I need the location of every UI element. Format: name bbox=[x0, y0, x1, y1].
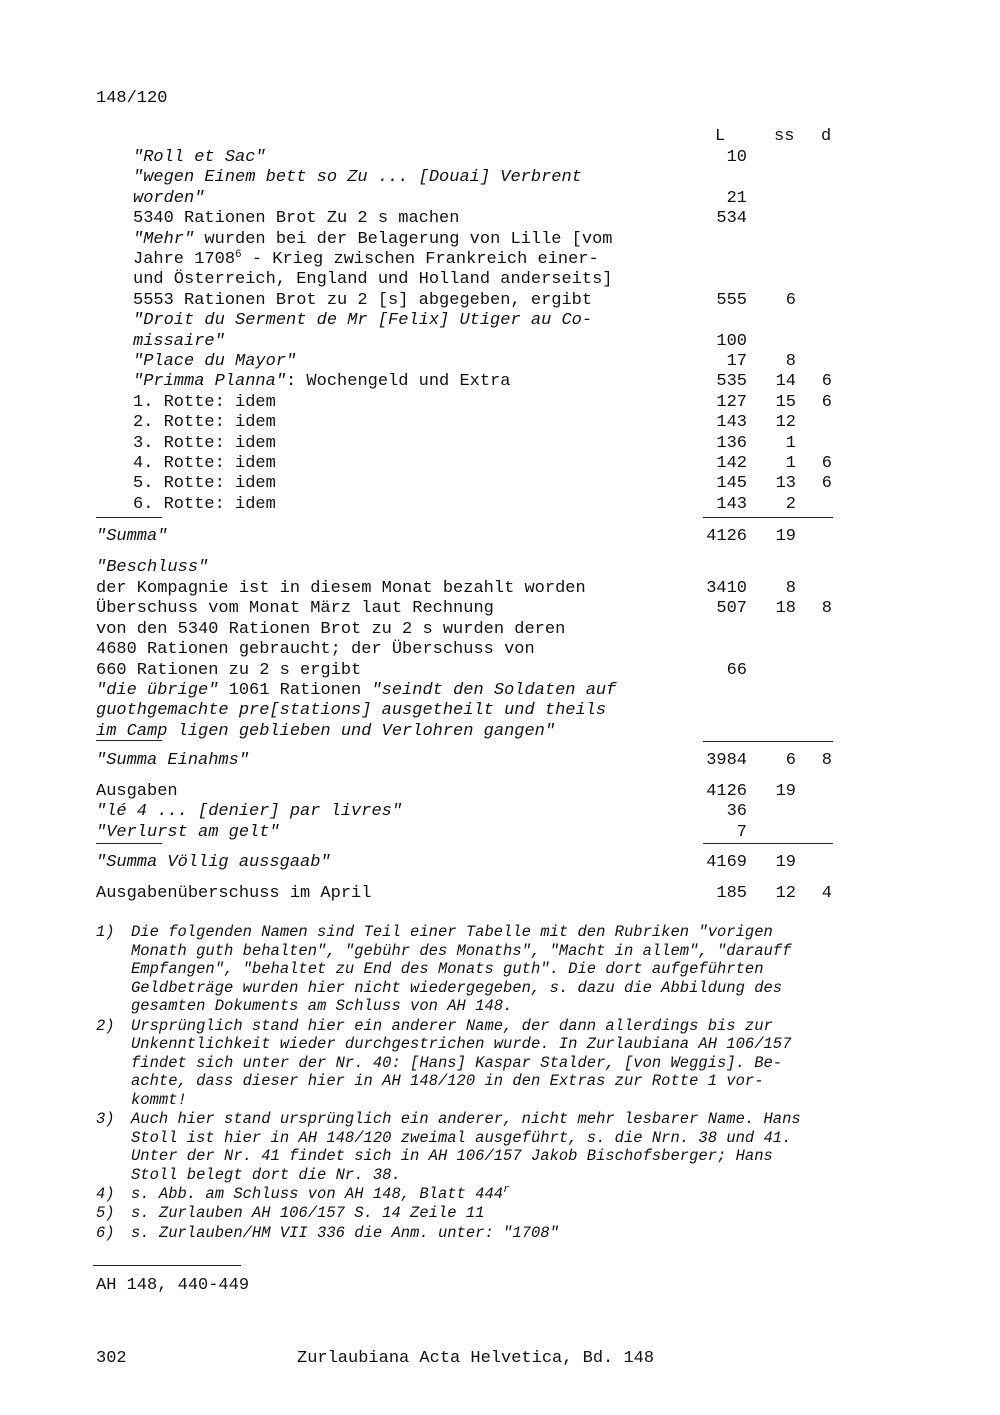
amount-deniers: 8 bbox=[821, 599, 832, 619]
amount-sols: 14 bbox=[775, 372, 796, 392]
amount-livres: 4169 bbox=[706, 853, 747, 872]
ledger-row: 5340 Rationen Brot Zu 2 s machen bbox=[133, 209, 460, 229]
beschluss-heading: "Beschluss" bbox=[96, 558, 209, 577]
separator-rule bbox=[96, 517, 162, 518]
amount-livres: 535 bbox=[716, 372, 747, 392]
footer-title: Zurlaubiana Acta Helvetica, Bd. 148 bbox=[297, 1349, 655, 1368]
separator-rule bbox=[96, 843, 162, 844]
amount-livres: 17 bbox=[726, 352, 747, 371]
amount-livres: 143 bbox=[716, 413, 747, 433]
footnote-line: Monath guth behalten", "gebühr des Monaths", "Macht in allem", "darauff bbox=[131, 941, 792, 960]
ledger-row: "Roll et Sac" bbox=[133, 148, 266, 167]
footnote-line: Geldbeträge wurden hier nicht wiedergegeben, s. dazu die Abbildung des bbox=[131, 978, 783, 997]
footnote-line: s. Abb. am Schluss von AH 148, Blatt 444$^r$ bbox=[131, 1184, 510, 1204]
ledger-row: "Mehr" wurden bei der Belagerung von Lille [vom bbox=[133, 229, 613, 249]
amount-livres: 7 bbox=[736, 822, 747, 842]
ledger-row: Jahre 1708$^6$ - Krieg zwischen Frankreich einer- bbox=[133, 249, 599, 269]
amount-sols: 8 bbox=[785, 579, 796, 598]
page-reference: 148/120 bbox=[96, 89, 168, 108]
footnote-number: 5) bbox=[96, 1204, 115, 1223]
footnote-line: Unkenntlichkeit wieder durchgestrichen wurde. In Zurlaubiana AH 106/157 bbox=[131, 1035, 792, 1054]
beschluss-row: Überschuss vom Monat März laut Rechnung bbox=[96, 599, 494, 619]
footnote-number: 4) bbox=[96, 1185, 115, 1204]
amount-livres: 185 bbox=[716, 884, 747, 903]
footnote-line: s. Zurlauben/HM VII 336 die Anm. unter: "1708" bbox=[131, 1223, 559, 1242]
ledger-row: worden" bbox=[133, 188, 205, 208]
amount-deniers: 6 bbox=[821, 372, 832, 392]
amount-livres: 100 bbox=[716, 331, 747, 351]
ausgaben-row: Ausgaben bbox=[96, 782, 178, 801]
ledger-row: "Droit du Serment de Mr [Felix] Utiger au Co- bbox=[133, 311, 593, 331]
footnote-line: findet sich unter der Nr. 40: [Hans] Kaspar Stalder, [von Weggis]. Be- bbox=[131, 1053, 783, 1072]
beschluss-row: "die übrige" 1061 Rationen "seindt den Soldaten auf bbox=[96, 681, 617, 700]
separator-rule bbox=[703, 843, 833, 844]
amount-deniers: 6 bbox=[821, 454, 832, 473]
total-label: "Summa Völlig aussgaab" bbox=[96, 853, 331, 872]
amount-sols: 13 bbox=[775, 474, 796, 494]
source-reference: AH 148, 440-449 bbox=[96, 1276, 250, 1295]
amount-sols: 12 bbox=[775, 884, 796, 903]
footnote-line: Empfangen", "behaltet zu End des Monats guth". Die dort aufgeführten bbox=[131, 960, 764, 979]
beschluss-row: 660 Rationen zu 2 s ergibt bbox=[96, 660, 362, 680]
footnote-number: 3) bbox=[96, 1110, 115, 1129]
ledger-row: missaire" bbox=[133, 331, 225, 351]
footnote-number: 6) bbox=[96, 1223, 115, 1242]
amount-sols: 19 bbox=[775, 782, 796, 801]
footnote-rule bbox=[93, 1265, 241, 1266]
column-header-ss: ss bbox=[774, 127, 795, 146]
ledger-row: 5. Rotte: idem bbox=[133, 474, 276, 494]
column-header-l: L bbox=[715, 127, 726, 146]
amount-sols: 8 bbox=[785, 352, 796, 371]
amount-sols: 19 bbox=[775, 853, 796, 872]
ausgaben-row: "Verlurst am gelt" bbox=[96, 822, 280, 842]
ledger-row: 6. Rotte: idem bbox=[133, 494, 276, 514]
total-label: "Summa" bbox=[96, 527, 168, 546]
footnote-number: 2) bbox=[96, 1016, 115, 1035]
ledger-row: und Österreich, England und Holland anderseits] bbox=[133, 270, 613, 290]
beschluss-row: von den 5340 Rationen Brot zu 2 s wurden deren bbox=[96, 619, 566, 639]
amount-sols: 19 bbox=[775, 527, 796, 546]
amount-livres: 21 bbox=[726, 188, 747, 208]
footnote-line: Ursprünglich stand hier ein anderer Name, der dann allerdings bis zur bbox=[131, 1016, 773, 1035]
amount-livres: 66 bbox=[726, 660, 747, 680]
ledger-row: 3. Rotte: idem bbox=[133, 433, 276, 453]
beschluss-row: guothgemachte pre[stations] ausgetheilt und theils bbox=[96, 701, 607, 721]
amount-sols: 15 bbox=[775, 392, 796, 412]
amount-livres: 10 bbox=[726, 148, 747, 167]
total-label: "Summa Einahms" bbox=[96, 751, 250, 770]
amount-sols: 1 bbox=[785, 454, 796, 473]
amount-sols: 18 bbox=[775, 599, 796, 619]
amount-livres: 145 bbox=[716, 474, 747, 494]
separator-rule bbox=[703, 741, 833, 742]
amount-livres: 507 bbox=[716, 599, 747, 619]
beschluss-row: der Kompagnie ist in diesem Monat bezahlt worden bbox=[96, 579, 586, 598]
amount-sols: 6 bbox=[785, 290, 796, 310]
ledger-row: "Primma Planna": Wochengeld und Extra bbox=[133, 372, 511, 392]
footnote-line: s. Zurlauben AH 106/157 S. 14 Zeile 11 bbox=[131, 1204, 485, 1223]
amount-deniers: 8 bbox=[821, 751, 832, 770]
amount-livres: 143 bbox=[716, 494, 747, 514]
footnote-line: achte, dass dieser hier in AH 148/120 in den Extras zur Rotte 1 vor- bbox=[131, 1072, 764, 1091]
ledger-row: 5553 Rationen Brot zu 2 [s] abgegeben, ergibt bbox=[133, 290, 593, 310]
separator-rule bbox=[703, 517, 833, 518]
amount-deniers: 4 bbox=[821, 884, 832, 903]
footnote-number: 1) bbox=[96, 923, 115, 941]
amount-livres: 127 bbox=[716, 392, 747, 412]
footnote-line: Auch hier stand ursprünglich ein anderer, nicht mehr lesbarer Name. Hans bbox=[131, 1110, 801, 1129]
ledger-row: 2. Rotte: idem bbox=[133, 413, 276, 433]
amount-deniers: 6 bbox=[821, 474, 832, 494]
footnote-line: Stoll ist hier in AH 148/120 zweimal ausgeführt, s. die Nrn. 38 und 41. bbox=[131, 1128, 792, 1147]
amount-livres: 555 bbox=[716, 290, 747, 310]
ledger-row: 4. Rotte: idem bbox=[133, 454, 276, 473]
footnote-line: kommt! bbox=[131, 1091, 187, 1109]
amount-sols: 6 bbox=[785, 751, 796, 770]
amount-livres: 3410 bbox=[706, 579, 747, 598]
ledger-row: "wegen Einem bett so Zu ... [Douai] Verbrent bbox=[133, 168, 582, 188]
amount-livres: 4126 bbox=[706, 527, 747, 546]
beschluss-row: 4680 Rationen gebraucht; der Überschuss von bbox=[96, 640, 535, 660]
amount-livres: 534 bbox=[716, 209, 747, 229]
footnote-line: gesamten Dokuments am Schluss von AH 148. bbox=[131, 997, 513, 1016]
ledger-row: 1. Rotte: idem bbox=[133, 392, 276, 412]
amount-sols: 1 bbox=[785, 433, 796, 453]
footnote-line: Stoll belegt dort die Nr. 38. bbox=[131, 1166, 401, 1184]
amount-livres: 3984 bbox=[706, 751, 747, 770]
footer-page-number: 302 bbox=[96, 1349, 127, 1368]
footnote-line: Unter der Nr. 41 findet sich in AH 106/157 Jakob Bischofsberger; Hans bbox=[131, 1147, 773, 1166]
amount-sols: 12 bbox=[775, 413, 796, 433]
amount-livres: 4126 bbox=[706, 782, 747, 801]
total-label: Ausgabenüberschuss im April bbox=[96, 884, 372, 903]
footnote-line: Die folgenden Namen sind Teil einer Tabelle mit den Rubriken "vorigen bbox=[131, 923, 773, 941]
amount-deniers: 6 bbox=[821, 392, 832, 412]
ledger-row: "Place du Mayor" bbox=[133, 352, 297, 371]
amount-livres: 142 bbox=[716, 454, 747, 473]
ausgaben-row: "lé 4 ... [denier] par livres" bbox=[96, 802, 403, 822]
amount-livres: 136 bbox=[716, 433, 747, 453]
beschluss-row: im Camp ligen geblieben und Verlohren gangen" bbox=[96, 721, 556, 741]
column-header-d: d bbox=[821, 127, 832, 146]
separator-rule bbox=[96, 740, 162, 741]
amount-sols: 2 bbox=[785, 494, 796, 514]
amount-livres: 36 bbox=[726, 802, 747, 822]
